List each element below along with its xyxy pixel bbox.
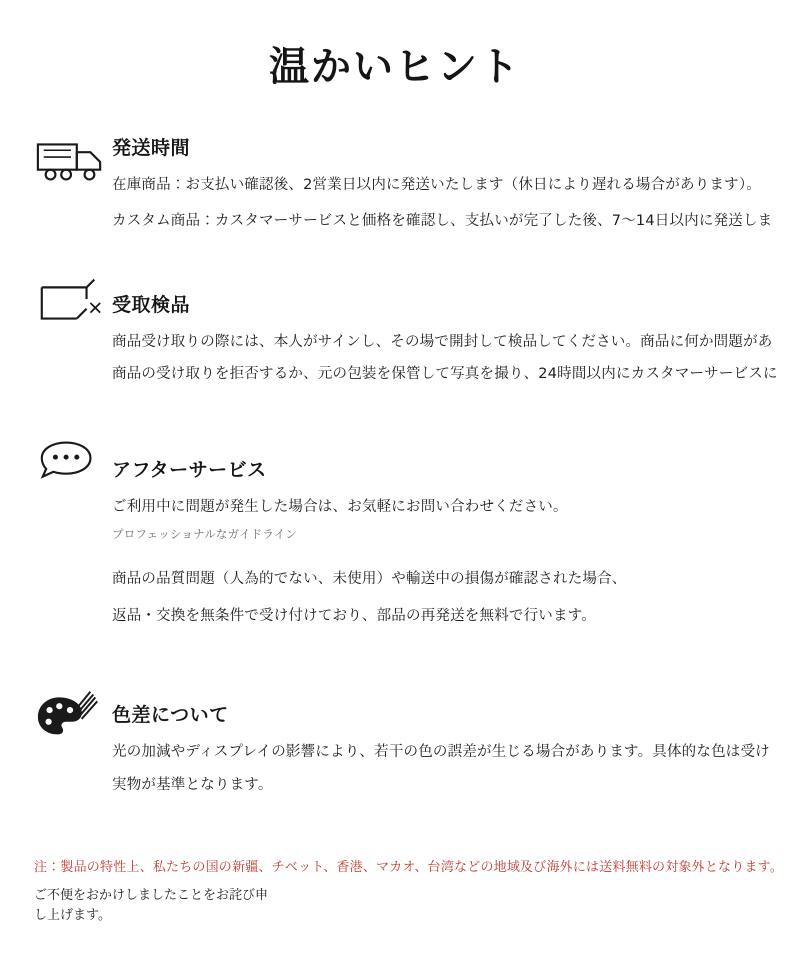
- footer-apology-line-1: ご不便をおかけしましたことをお詫び申: [34, 888, 269, 904]
- section-after-service: [0, 448, 790, 627]
- truck-icon: [34, 134, 106, 186]
- section-inspection: [0, 283, 790, 386]
- palette-icon: [34, 685, 106, 741]
- footer-apology-note: [34, 886, 284, 925]
- after-service-subnote: プロフェッショナルなガイドライン: [112, 527, 298, 542]
- section-header-shipping: [112, 126, 782, 160]
- inspection-line-1: 商品受け取りの際には、本人がサインし、その場で開封して検品してください。商品に何か問題があ: [112, 333, 773, 350]
- footer-area: [0, 858, 790, 978]
- package-open-icon: [34, 273, 106, 329]
- section-color-difference: [0, 693, 790, 796]
- section-header-inspection: [112, 283, 782, 317]
- section-header-after-service: [112, 448, 782, 482]
- section-title-inspection: 受取検品: [112, 294, 191, 317]
- section-title-after-service: アフターサービス: [112, 459, 267, 482]
- after-service-extra-2: 返品・交換を無条件で受け付けており、部品の再発送を無料で行います。: [112, 607, 596, 624]
- section-header-color-difference: [112, 693, 782, 727]
- footer-apology-line-2: し上げます。: [34, 907, 111, 923]
- after-service-line-1: ご利用中に問題が発生した場合は、お気軽にお問い合わせください。: [112, 498, 568, 515]
- section-title-color-difference: 色差について: [112, 704, 229, 727]
- shipping-line-1: 在庫商品：お支払い確認後、2営業日以内に発送いたします（休日により遅れる場合があります）。: [112, 177, 761, 193]
- after-service-extra-1: 商品の品質問題（人為的でない、未使用）や輸送中の損傷が確認された場合、: [112, 571, 627, 588]
- chat-bubble-icon: [34, 438, 106, 486]
- color-line-1: 光の加減やディスプレイの影響により、若干の色の誤差が生じる場合があります。具体的な色は受け: [112, 744, 770, 761]
- inspection-line-2: 商品の受け取りを拒否するか、元の包装を保管して写真を撮り、24時間以内にカスタマーサービスに: [112, 366, 778, 383]
- page-title: 温かいヒント: [269, 44, 521, 90]
- section-title-shipping: 発送時間: [112, 137, 191, 160]
- color-line-2: 実物が基準となります。: [112, 776, 273, 793]
- section-shipping: [0, 126, 790, 233]
- shipping-line-2: カスタム商品：カスタマーサービスと価格を確認し、支払いが完了した後、7〜14日以内に発送しま: [112, 213, 773, 230]
- footer-shipping-exclusion-note: 注：製品の特性上、私たちの国の新疆、チベット、香港、マカオ、台湾などの地域及び海外には送料無料の対象外となります。: [34, 860, 784, 876]
